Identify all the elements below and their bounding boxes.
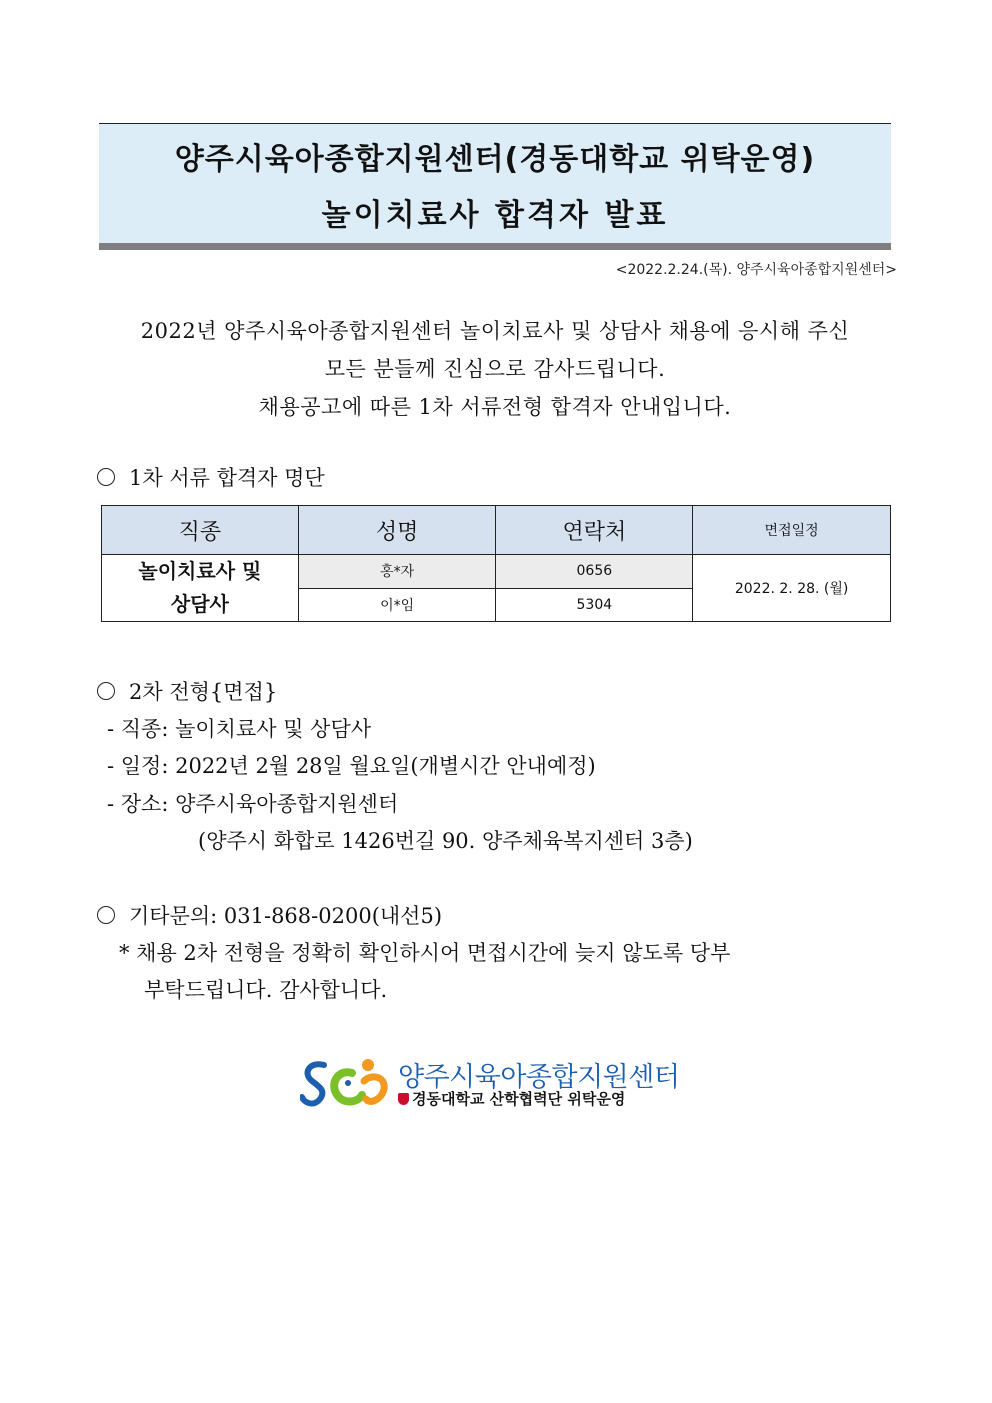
center-logo: [300, 1055, 700, 1111]
circle-bullet-icon: [97, 906, 115, 924]
section-1-heading: [97, 462, 325, 492]
circle-bullet-icon: [97, 682, 115, 700]
title-banner: [99, 123, 891, 243]
page-subtitle: 놀이치료사 합격자 발표: [321, 198, 669, 233]
page-title: 양주시육아종합지원센터(경동대학교 위탁운영): [174, 142, 816, 177]
center-emblem-icon: [300, 1055, 392, 1111]
circle-bullet-icon: [97, 468, 115, 486]
section-1-heading-text: 1차 서류 합격자 명단: [129, 466, 325, 490]
job-cell: [102, 555, 299, 622]
name-cell: 이*임: [298, 588, 496, 622]
header-contact: 연락처: [496, 506, 693, 555]
note-line-2: 부탁드립니다. 감사합니다.: [144, 978, 388, 1002]
header-name: 성명: [298, 506, 496, 555]
pass-list-table: [101, 505, 891, 622]
job-line-1: 놀이치료사 및: [138, 559, 262, 583]
contact-info-text: 기타문의: 031-868-0200(내선5): [129, 904, 443, 928]
title-underline-bar: [99, 243, 891, 250]
table-header-row: [102, 506, 891, 555]
intro-line-3: 채용공고에 따른 1차 서류전형 합격자 안내입니다.: [258, 395, 732, 419]
table-row: [102, 555, 891, 589]
intro-line-1: 2022년 양주시육아종합지원센터 놀이치료사 및 상담사 채용에 응시해 주신: [140, 319, 850, 343]
intro-paragraph: [99, 312, 891, 426]
issue-dateline: <2022.2.24.(목). 양주시육아종합지원센터>: [615, 262, 897, 278]
section-3-heading: [97, 900, 442, 930]
interview-date-cell: 2022. 2. 28. (월): [693, 555, 891, 622]
intro-line-2: 모든 분들께 진심으로 감사드립니다.: [324, 357, 666, 381]
logo-subtitle: [398, 1088, 625, 1109]
section-2-heading: [97, 676, 277, 706]
interview-job: - 직종: 놀이치료사 및 상담사: [107, 717, 372, 741]
logo-subtitle-text: 경동대학교 산학협력단 위탁운영: [412, 1090, 626, 1108]
name-cell: 홍*자: [298, 555, 496, 589]
note-line-1: * 채용 2차 전형을 정확히 확인하시어 면접시간에 늦지 않도록 당부: [119, 941, 731, 965]
logo-center-name: 양주시육아종합지원센터: [398, 1062, 680, 1093]
section-2-heading-text: 2차 전형{면접}: [129, 680, 278, 704]
header-interview: 면접일정: [693, 506, 891, 555]
interview-address: (양주시 화합로 1426번길 90. 양주체육복지센터 3층): [198, 829, 693, 853]
contact-cell: 5304: [496, 588, 693, 622]
contact-cell: 0656: [496, 555, 693, 589]
header-job: 직종: [102, 506, 299, 555]
interview-place: - 장소: 양주시육아종합지원센터: [107, 792, 399, 816]
job-line-2: 상담사: [170, 592, 229, 616]
interview-schedule: - 일정: 2022년 2월 28일 월요일(개별시간 안내예정): [107, 754, 596, 778]
university-seal-icon: [398, 1093, 409, 1105]
